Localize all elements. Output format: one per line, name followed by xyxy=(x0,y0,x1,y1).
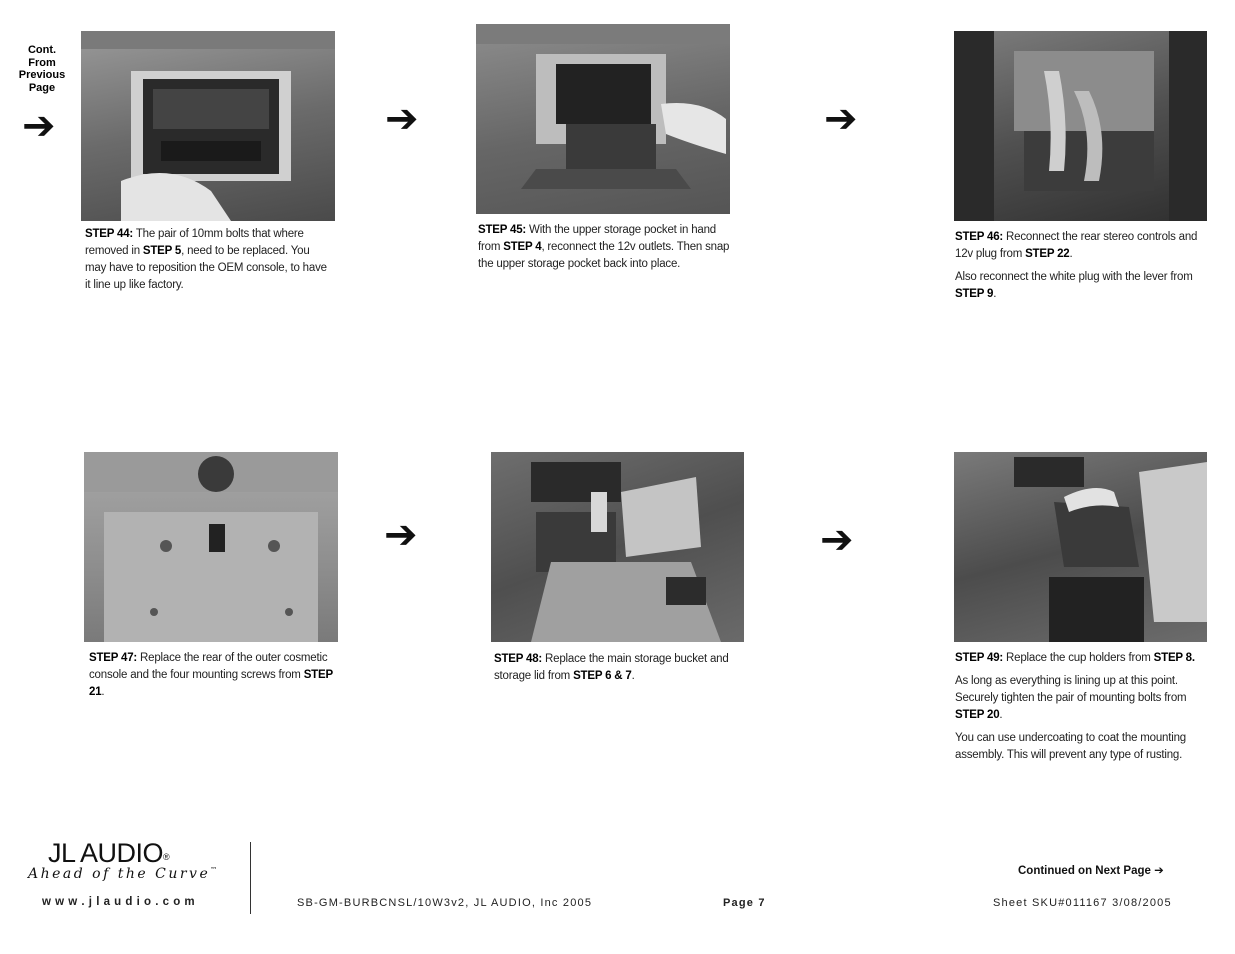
continued-line: Page xyxy=(28,81,56,94)
step-reference: STEP 47: xyxy=(89,652,138,664)
caption-paragraph: As long as everything is lining up at this point. Securely tighten the pair of mounting bolts from STEP 20. xyxy=(955,675,1187,721)
trademark-mark: ™ xyxy=(210,866,220,874)
right-arrow-icon: ➔ xyxy=(385,96,419,142)
step-reference: STEP 21 xyxy=(89,669,333,698)
page-number: Page 7 xyxy=(723,897,766,909)
right-arrow-icon: ➔ xyxy=(22,103,56,149)
continued-line: Cont. xyxy=(27,44,57,56)
step-44-caption xyxy=(85,226,333,300)
step-46-photo xyxy=(954,31,1207,221)
step-reference: STEP 4 xyxy=(503,241,542,253)
step-reference: STEP 22 xyxy=(1025,248,1070,260)
step-reference: STEP 48: xyxy=(494,653,543,665)
continued-line: From xyxy=(28,56,56,69)
sheet-sku: Sheet SKU#011167 3/08/2005 xyxy=(993,897,1172,909)
right-arrow-icon: ➔ xyxy=(1154,865,1164,877)
logo-brand xyxy=(48,838,169,869)
step-reference: STEP 45: xyxy=(478,224,527,236)
caption-paragraph: STEP 45: With the upper storage pocket in hand from STEP 4, reconnect the 12v outlets. Then snap the upper storage pocket back into place. xyxy=(478,224,730,270)
step-reference: STEP 5 xyxy=(142,245,182,257)
caption-paragraph: STEP 46: Reconnect the rear stereo controls and 12v plug from STEP 22. xyxy=(955,231,1198,260)
step-reference: STEP 9 xyxy=(955,288,994,300)
step-47-photo xyxy=(84,452,338,642)
document-id: SB-GM-BURBCNSL/10W3v2, JL AUDIO, Inc 2005 xyxy=(297,897,593,909)
step-45-photo xyxy=(476,24,730,214)
step-45-caption xyxy=(478,222,730,279)
step-49-photo xyxy=(954,452,1207,642)
footer-divider xyxy=(250,842,251,914)
logo-brand-text: JL AUDIO xyxy=(48,838,164,868)
logo-tagline xyxy=(28,866,220,882)
step-46-caption xyxy=(955,229,1207,309)
continued-on-next-page xyxy=(1018,863,1164,877)
right-arrow-icon: ➔ xyxy=(820,517,854,563)
step-49-caption xyxy=(955,650,1207,770)
step-reference: STEP 8. xyxy=(1153,652,1195,664)
right-arrow-icon: ➔ xyxy=(824,96,858,142)
step-48-caption xyxy=(494,651,744,691)
caption-paragraph: You can use undercoating to coat the mounting assembly. This will prevent any type of rusting. xyxy=(955,732,1186,761)
continued-line: Previous xyxy=(18,69,66,81)
logo-tagline-text: Ahead of the Curve xyxy=(28,866,211,882)
step-reference: STEP 6 & 7 xyxy=(573,670,632,682)
website-link[interactable]: w w w . j l a u d i o . c o m xyxy=(42,896,196,908)
continued-next-text: Continued on Next Page xyxy=(1018,865,1151,877)
caption-paragraph: STEP 49: Replace the cup holders from STEP 8. xyxy=(955,652,1195,664)
step-reference: STEP 44: xyxy=(85,228,134,240)
caption-paragraph: STEP 48: Replace the main storage bucket and storage lid from STEP 6 & 7. xyxy=(494,653,729,682)
right-arrow-icon: ➔ xyxy=(384,512,418,558)
step-reference: STEP 20 xyxy=(955,709,1000,721)
step-48-photo xyxy=(491,452,744,642)
continued-from-previous xyxy=(14,44,70,94)
step-reference: STEP 49: xyxy=(955,652,1004,664)
step-44-photo xyxy=(81,31,335,221)
caption-paragraph: Also reconnect the white plug with the lever from STEP 9. xyxy=(955,271,1193,300)
registered-mark: ® xyxy=(163,852,170,862)
caption-paragraph: STEP 47: Replace the rear of the outer cosmetic console and the four mounting screws from STEP 21. xyxy=(89,652,333,698)
caption-paragraph: STEP 44: The pair of 10mm bolts that where removed in STEP 5, need to be replaced. You may have to reposition the OEM console, to have it line up like factory. xyxy=(85,228,327,291)
step-reference: STEP 46: xyxy=(955,231,1004,243)
step-47-caption xyxy=(89,650,337,707)
